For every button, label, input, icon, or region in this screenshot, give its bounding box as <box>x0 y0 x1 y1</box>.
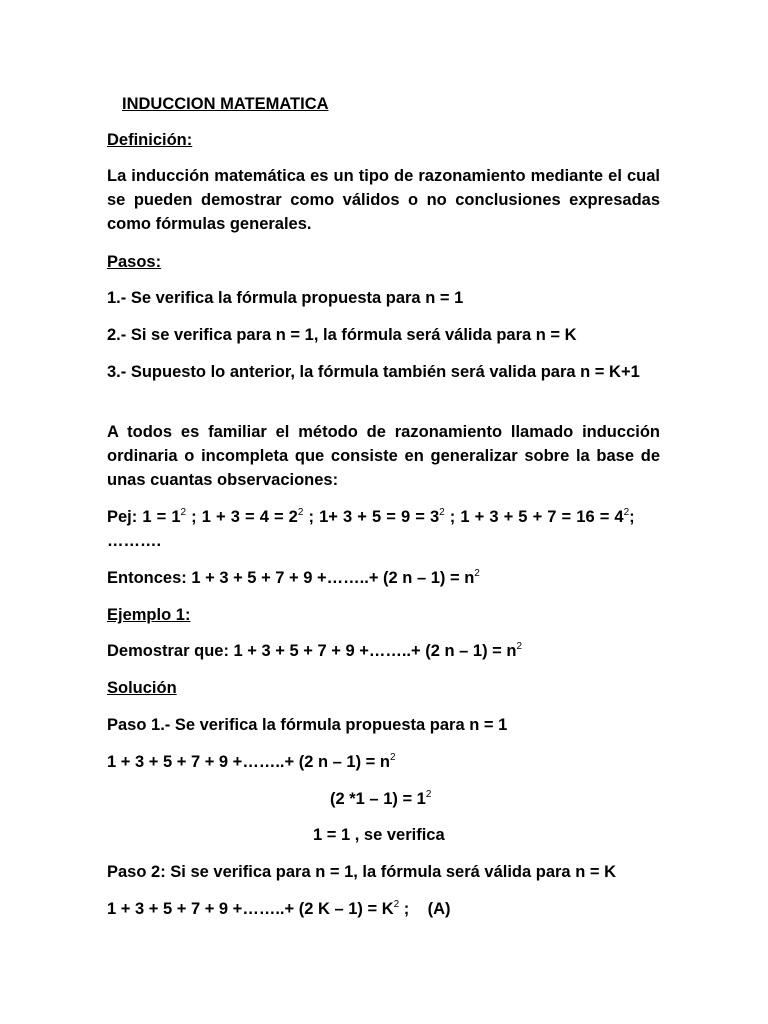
example-heading: Ejemplo 1: <box>107 606 191 624</box>
title-text: INDUCCION MATEMATICA <box>122 95 329 113</box>
step-1: 1.- Se verifica la fórmula propuesta para n = 1 <box>107 289 464 307</box>
definition-heading: Definición: <box>107 131 193 149</box>
formula-k-line <box>107 897 660 921</box>
familiar-paragraph: A todos es familiar el método de razonamiento llamado inducción ordinaria o incompleta que consiste en generalizar sobre la base de unas cuantas observaciones: <box>107 423 660 489</box>
pej-part-5: ; <box>629 508 635 526</box>
check-line-2: 1 = 1 , se verifica <box>313 826 445 844</box>
pej-continuation: ………. <box>107 532 162 550</box>
check-line-1 <box>330 787 431 811</box>
entonces-line <box>107 566 660 590</box>
pej-exp-2: 2 <box>297 507 304 518</box>
steps-heading: Pasos: <box>107 253 162 271</box>
entonces-exp: 2 <box>474 568 480 579</box>
pej-line <box>107 505 660 529</box>
demostrar-text: Demostrar que: 1 + 3 + 5 + 7 + 9 +……..+ (2 n – 1) = n <box>107 642 517 660</box>
pej-part-1: Pej: 1 = 1 <box>107 508 181 526</box>
paso-2: Paso 2: Si se verifica para n = 1, la fórmula será válida para n = K <box>107 863 616 881</box>
step-2: 2.- Si se verifica para n = 1, la fórmula será válida para n = K <box>107 326 577 344</box>
pej-exp-4: 2 <box>623 507 630 518</box>
pej-part-3: ; 1+ 3 + 5 = 9 = 3 <box>303 508 440 526</box>
document-title <box>122 92 675 116</box>
pej-part-2: ; 1 + 3 = 4 = 2 <box>186 508 298 526</box>
demostrar-exp: 2 <box>516 641 523 652</box>
formula-n-text: 1 + 3 + 5 + 7 + 9 +……..+ (2 n – 1) = n <box>107 753 390 771</box>
step-3: 3.- Supuesto lo anterior, la fórmula también será valida para n = K+1 <box>107 363 640 381</box>
paso-1: Paso 1.- Se verifica la fórmula propuesta para n = 1 <box>107 716 508 734</box>
pej-exp-3: 2 <box>439 507 445 518</box>
formula-n-exp: 2 <box>389 752 396 763</box>
pej-exp-1: 2 <box>180 507 187 518</box>
formula-n-line <box>107 750 660 774</box>
definition-paragraph: La inducción matemática es un tipo de razonamiento mediante el cual se pueden demostrar como válidos o no conclusiones expresadas como fórmulas generales. <box>107 167 660 233</box>
formula-k-exp: 2 <box>393 899 400 910</box>
formula-k-text: 1 + 3 + 5 + 7 + 9 +……..+ (2 K – 1) = K <box>107 900 394 918</box>
solution-heading: Solución <box>107 679 177 697</box>
entonces-text: Entonces: 1 + 3 + 5 + 7 + 9 +……..+ (2 n – 1) = n <box>107 569 475 587</box>
formula-k-tail: ; (A) <box>399 900 451 918</box>
demostrar-line <box>107 639 660 663</box>
check-1-text: (2 *1 – 1) = 1 <box>330 790 426 808</box>
check-1-exp: 2 <box>425 789 432 800</box>
pej-part-4: ; 1 + 3 + 5 + 7 = 16 = 4 <box>444 508 624 526</box>
